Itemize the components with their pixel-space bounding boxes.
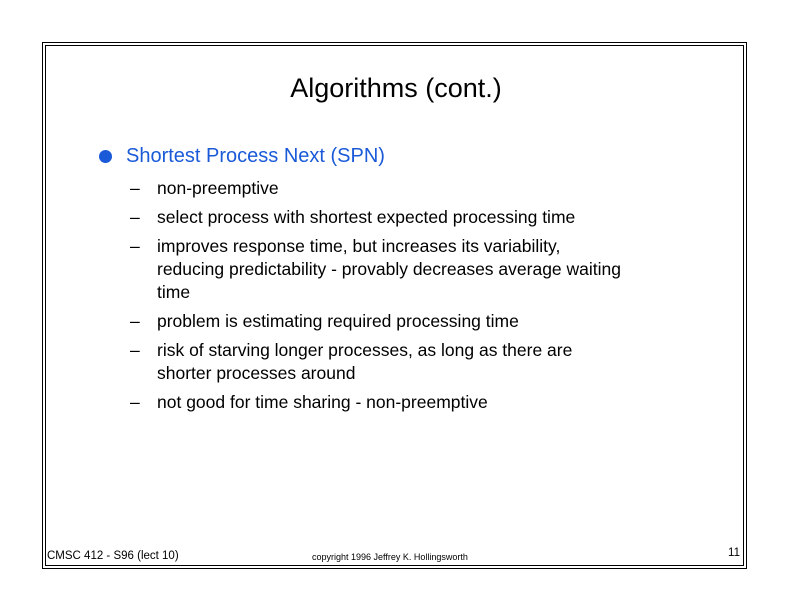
sub-bullet-line: reducing predictability - provably decreases average waiting: [157, 259, 621, 279]
bullet-dot-icon: [99, 150, 112, 163]
sub-bullet-line: not good for time sharing - non-preemptive: [157, 392, 488, 412]
sub-bullet-line: risk of starving longer processes, as long as there are: [157, 340, 573, 360]
sub-bullet: [130, 177, 710, 200]
sub-bullet: [130, 391, 710, 414]
sub-bullet-line: non-preemptive: [157, 178, 279, 198]
sub-bullet: [130, 206, 710, 229]
sub-bullet-line: problem is estimating required processing time: [157, 311, 519, 331]
sub-bullet-line: shorter processes around: [157, 363, 356, 383]
dash-icon: –: [130, 392, 140, 412]
sub-bullet: [130, 235, 710, 304]
dash-icon: –: [130, 236, 140, 256]
footer-copyright: copyright 1996 Jeffrey K. Hollingsworth: [312, 552, 468, 562]
dash-icon: –: [130, 207, 140, 227]
sub-bullet-line: select process with shortest expected processing time: [157, 207, 576, 227]
page-number: 11: [728, 547, 740, 559]
sub-bullet: [130, 339, 710, 385]
dash-icon: –: [130, 178, 140, 198]
slide-title: Algorithms (cont.): [290, 73, 502, 103]
dash-icon: –: [130, 311, 140, 331]
footer-course-label: CMSC 412 - S96 (lect 10): [47, 550, 179, 562]
sub-bullet-line: time: [157, 282, 191, 302]
main-bullet-text: Shortest Process Next (SPN): [126, 145, 385, 167]
sub-bullet: [130, 310, 710, 333]
sub-bullet-list: [130, 177, 710, 420]
dash-icon: –: [130, 340, 140, 360]
sub-bullet-line: improves response time, but increases its variability,: [157, 236, 561, 256]
